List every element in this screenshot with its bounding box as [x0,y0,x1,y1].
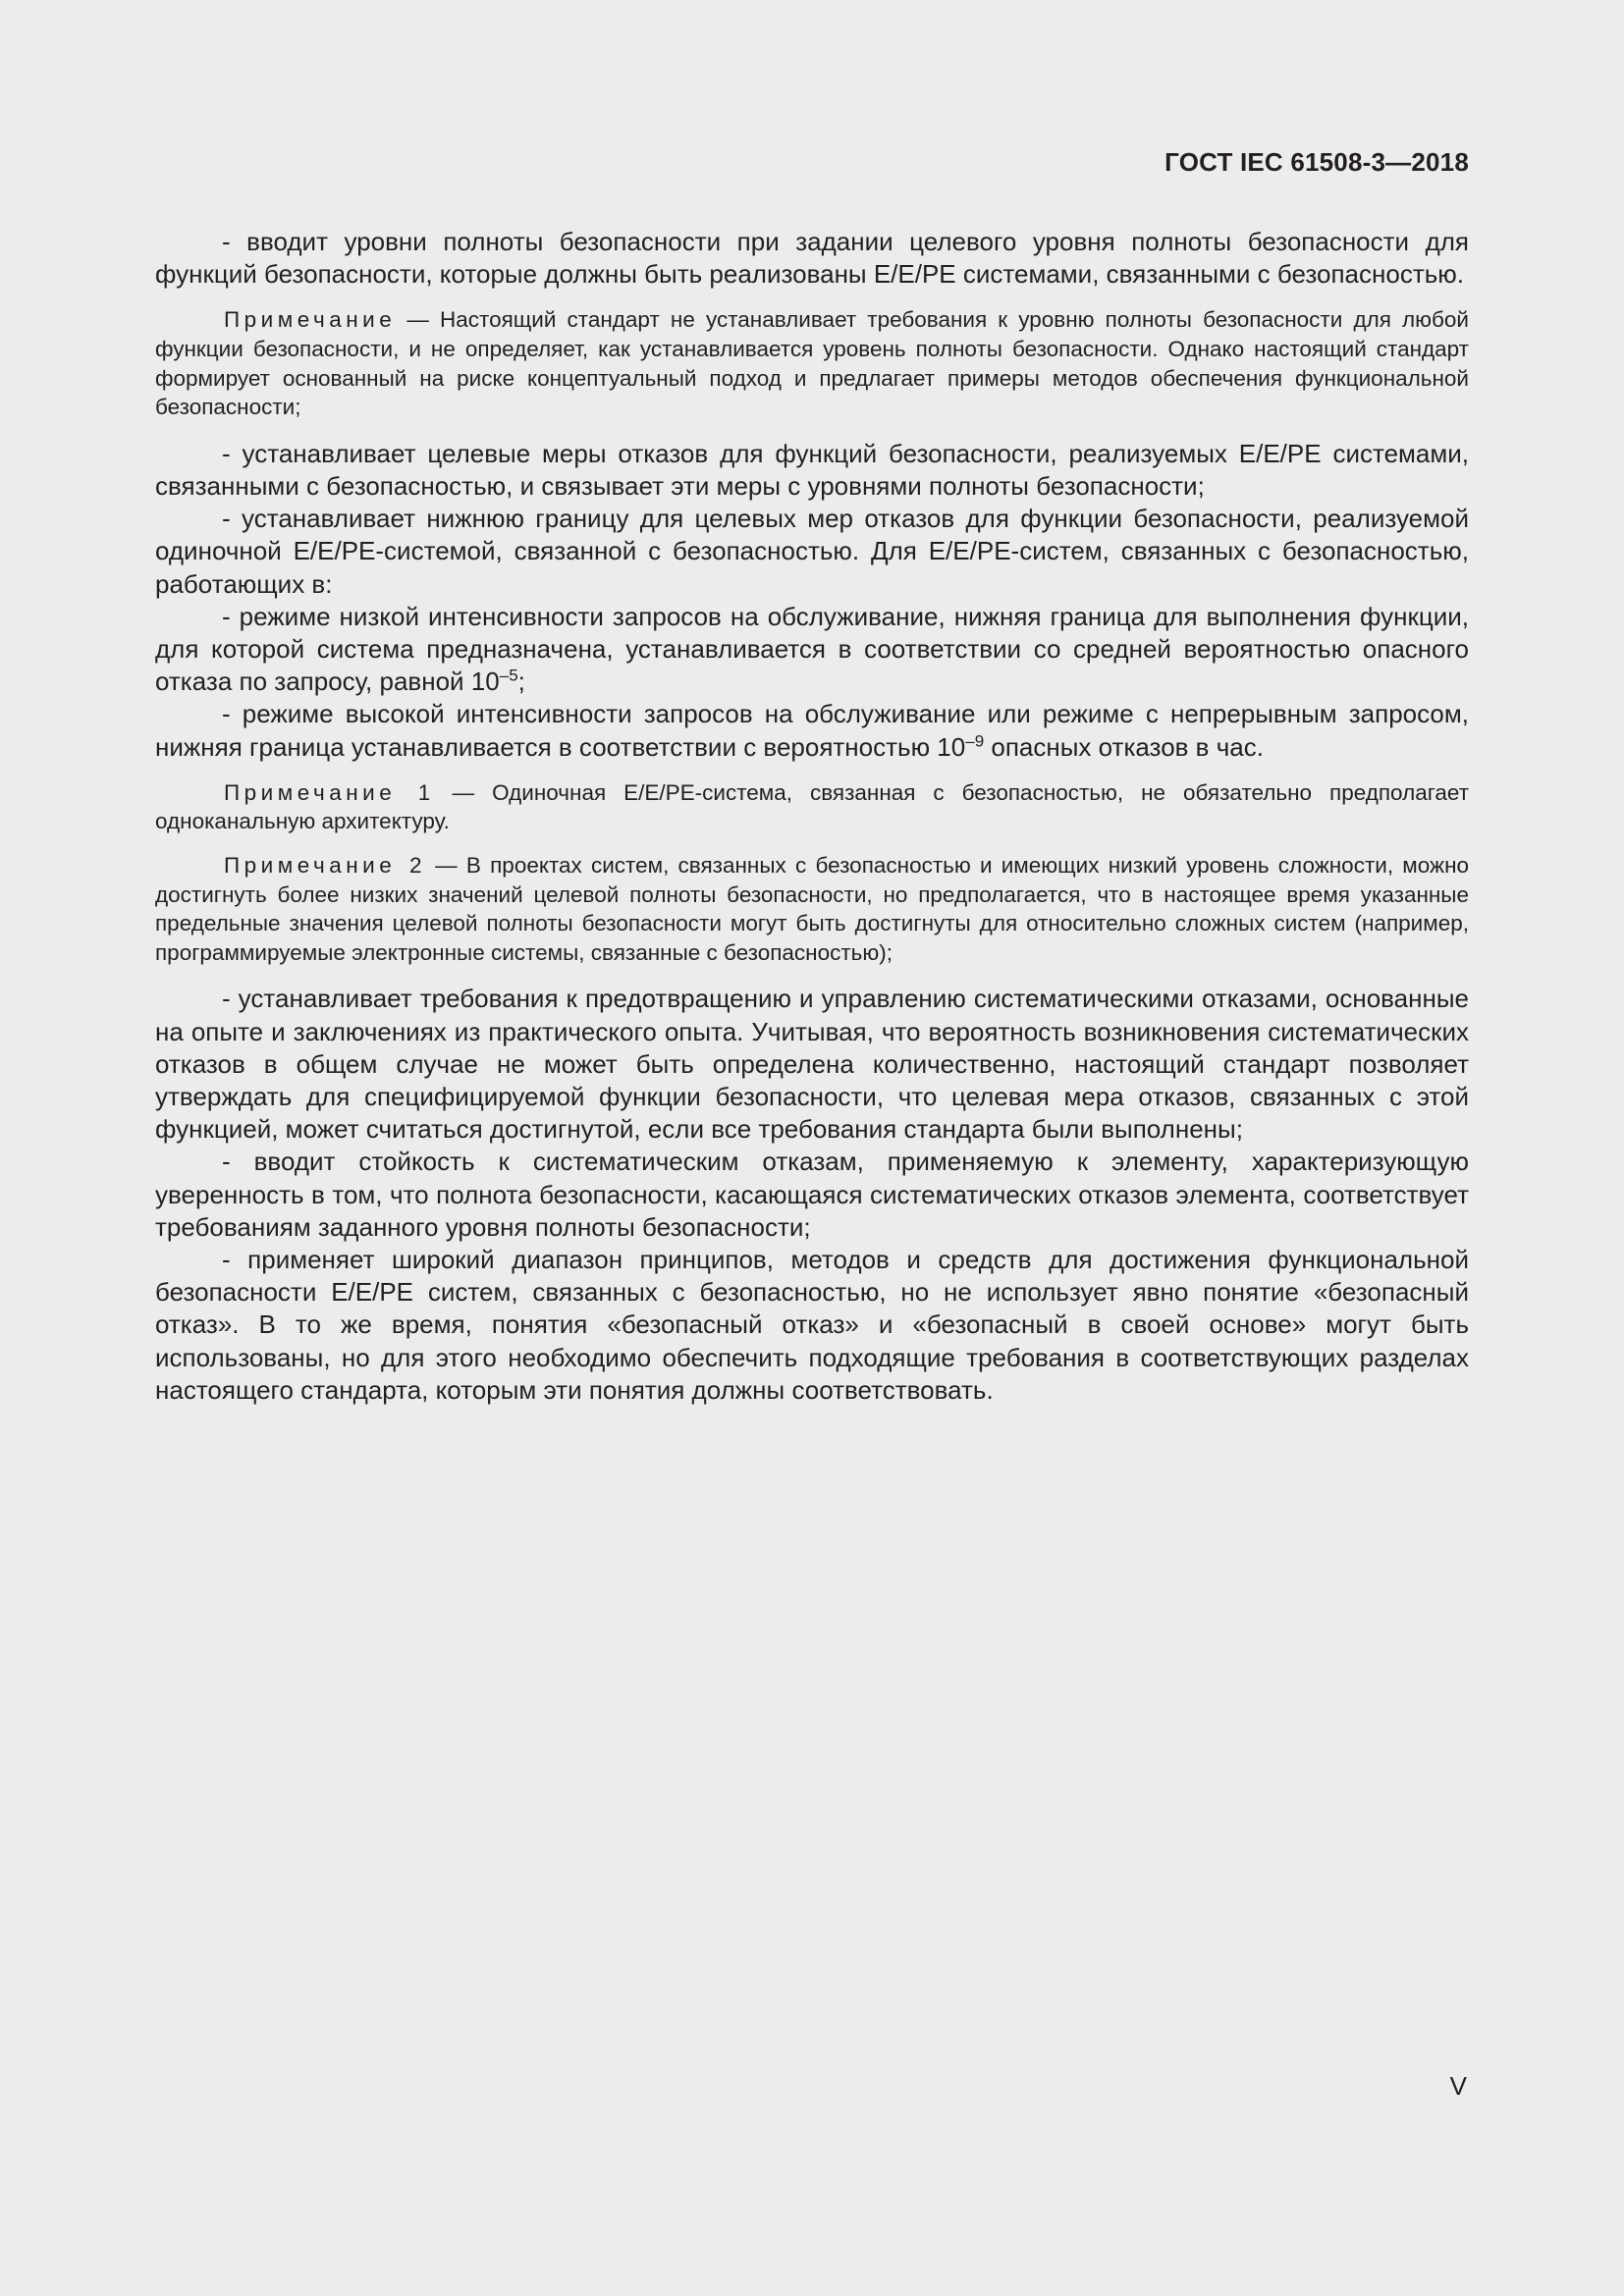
document-body [155,226,1469,1407]
high-demand-end: опасных отказов в час. [984,731,1264,762]
note-2-text: — В проектах систем, связанных с безопасностью и имеющих низкий уровень сложности, можно достигнуть более низких значений целевой полноты безопасности, но предполагается, что в настоящее время указанные предельные значения целевой полноты безопасности могут быть достигнуты для относительно сложных систем (например, программируемые электронные системы, связанные с безопасностью); [155,853,1470,965]
paragraph-high-demand-mode [155,698,1469,763]
paragraph-target-failure-measures: - устанавливает целевые меры отказов для функций безопасности, реализуемых Е/Е/РЕ системами, связанными с безопасностью, и связывает эти меры с уровнями полноты безопасности; [155,438,1469,501]
note-label: Примечание [224,307,397,333]
paragraph-systematic-failures: - устанавливает требования к предотвращению и управлению систематическими отказами, основанные на опыте и заключениях из практического опыта. Учитывая, что вероятность возникновения систематических отказов в общем случае не может быть определена количественно, настоящий стандарт позволяет утверждать для специфицируемой функции безопасности, что целевая мера отказов, связанных с этой функцией, может считаться достигнутой, если все требования стандарта были выполнены; [155,984,1469,1145]
note-1-label: Примечание 1 [224,779,435,805]
note-1-text: — Одиночная Е/Е/РЕ-система, связанная с безопасностью, не обязательно предполагает одноканальную архитектуру. [155,779,1470,834]
note-2-label: Примечание 2 [224,853,426,878]
document-number-header: ГОСТ IEC 61508-3—2018 [1164,147,1469,177]
page-number: V [1449,2071,1467,2101]
note-1-paragraph [155,778,1469,836]
high-demand-text: - режиме высокой интенсивности запросов на обслуживание или режиме с непрерывным запросом, нижняя граница устанавливается в соответствии с вероятностью 10 [155,699,1469,762]
paragraph-systematic-capability: - вводит стойкость к систематическим отказам, применяемую к элементу, характеризующую уверенность в том, что полнота безопасности, касающаяся систематических отказов элемента, соответствует требованиям заданного уровня полноты безопасности; [155,1147,1469,1242]
note-text: — Настоящий стандарт не устанавливает требования к уровню полноты безопасности для любой функции безопасности, и не определяет, как устанавливается уровень полноты безопасности. Однако настоящий стандарт формирует основанный на риске концептуальный подход и предлагает примеры методов обеспечения функциональной безопасности; [155,307,1469,420]
paragraph-lower-limit: - устанавливает нижнюю границу для целевых мер отказов для функции безопасности, реализуемой одиночной Е/Е/РЕ-системой, связанной с безопасностью. Для Е/Е/РЕ-систем, связанных с безопасностью, работающих в: [155,504,1469,599]
low-demand-text: - режиме низкой интенсивности запросов на обслуживание, нижняя граница для выполнения функции, для которой система предназначена, устанавливается в соответствии со средней вероятностью опасного отказа по запросу, равной 10 [155,601,1469,697]
note-2-paragraph [155,851,1469,967]
paragraph-sil-levels: - вводит уровни полноты безопасности при задании целевого уровня полноты безопасности для функций безопасности, которые должны быть реализованы Е/Е/РЕ системами, связанными с безопасностью. [155,227,1469,290]
paragraph-low-demand-mode [155,601,1469,699]
low-demand-exponent: –5 [499,666,518,685]
note-paragraph [155,305,1469,421]
paragraph-principles-methods: - применяет широкий диапазон принципов, методов и средств для достижения функциональной безопасности Е/Е/РЕ систем, связанных с безопасностью, но не использует явно понятие «безопасный отказ». В то же время, понятия «безопасный отказ» и «безопасный в своей основе» могут быть использованы, но для этого необходимо обеспечить подходящие требования в соответствующих разделах настоящего стандарта, которым эти понятия должны соответствовать. [155,1245,1469,1405]
high-demand-exponent: –9 [965,731,985,751]
low-demand-end: ; [517,667,525,697]
